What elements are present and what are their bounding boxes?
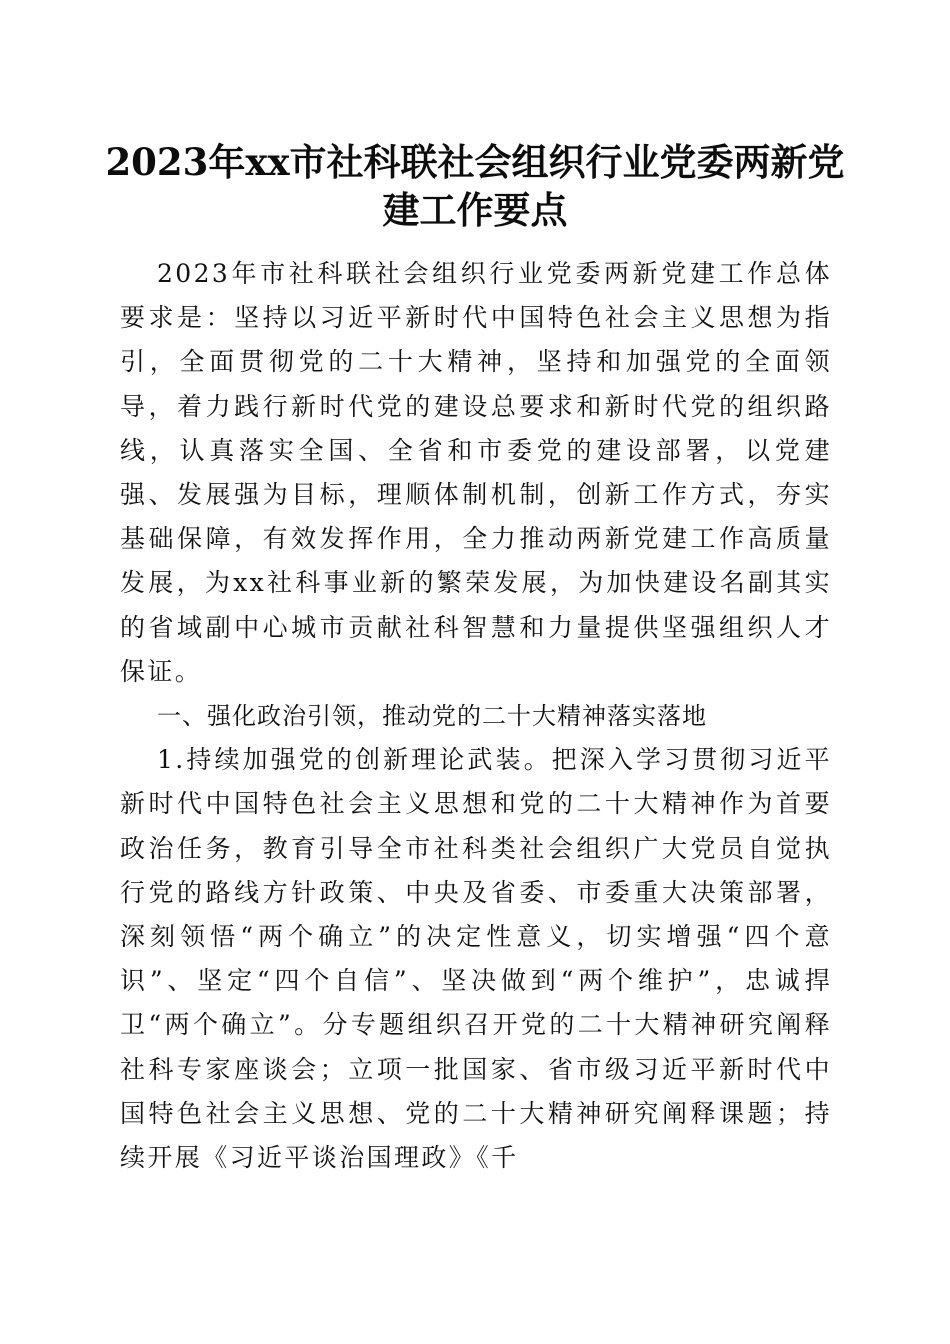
intro-paragraph: 2023年市社科联社会组织行业党委两新党建工作总体要求是：坚持以习近平新时代中国特色社会主义思想为指引，全面贯彻党的二十大精神，坚持和加强党的全面领导，着力践行新时代党的建设总要求和新时代党的组织路线，认真落实全国、全省和市委党的建设部署，以党建强、发展强为目标，理顺体制机制，创新工作方式，夯实基础保障，有效发挥作用，全力推动两新党建工作高质量发展，为xx社科事业新的繁荣发展，为加快建设名副其实的省域副中心城市贡献社科智慧和力量提供坚强组织人才保证。 (120, 259, 832, 686)
section-1-item-1: 1.持续加强党的创新理论武装。把深入学习贯彻习近平新时代中国特色社会主义思想和党的二十大精神作为首要政治任务，教育引导全市社科类社会组织广大党员自觉执行党的路线方针政策、中央及省委、市委重大决策部署，深刻领悟“两个确立”的决定性意义，切实增强“四个意识”、坚定“四个自信”、坚决做到“两个维护”，忠诚捍卫“两个确立”。分专题组织召开党的二十大精神研究阐释社科专家座谈会；立项一批国家、省市级习近平新时代中国特色社会主义思想、党的二十大精神研究阐释课题；持续开展《习近平谈治国理政》《千 (120, 745, 832, 1173)
document-title-line-2: 建工作要点 (382, 188, 568, 232)
document-title-line-1: 2023年xx市社科联社会组织行业党委两新党 (105, 140, 845, 184)
section-heading-1: 一、强化政治引领，推动党的二十大精神落实落地 (157, 702, 707, 731)
document-title (100, 138, 850, 234)
document-body (120, 252, 832, 1180)
